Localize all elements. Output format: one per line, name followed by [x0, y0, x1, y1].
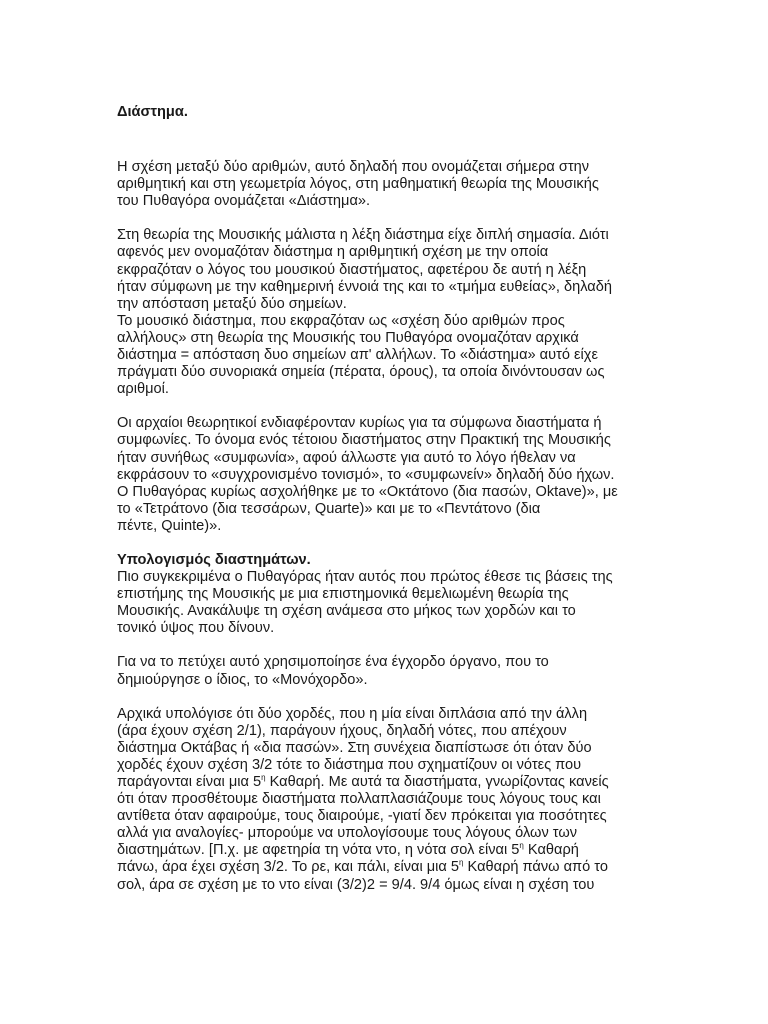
paragraph-intro: Η σχέση μεταξύ δύο αριθμών, αυτό δηλαδή που ονομάζεται σήμερα στην αριθμητική και στη γεωμετρία λόγος, στη μαθηματική θεωρία της Μουσικής του Πυθαγόρα ονομάζεται «Διάστημα».	[117, 159, 599, 210]
paragraph-interval-calculation	[117, 706, 652, 894]
document-title: Διάστημα.	[117, 104, 188, 120]
section-heading: Υπολογισμός διαστημάτων.	[117, 551, 311, 568]
spacer	[117, 637, 652, 654]
paragraph-pythagoras-foundations: Πιο συγκεκριμένα ο Πυθαγόρας ήταν αυτός που πρώτος έθεσε τις βάσεις της επιστήμης της Μουσικής με μια επιστημονικά θεμελιωμένη θεωρία της Μουσικής. Ανακάλυψε τη σχέση ανάμεσα στο μήκος των χορδών και το τονικό ύψος που δίνουν.	[117, 569, 613, 637]
text-run: Καθαρή πάνω, άρα έχει σχέση 3/2. Το ρε, και πάλι, είναι μια 5	[117, 842, 579, 876]
paragraph-monochord: Για να το πετύχει αυτό χρησιμοποίησε ένα έγχορδο όργανο, που το δημιούργησε ο ίδιος, το «Μονόχορδο».	[117, 654, 549, 688]
ordinal-superscript: η	[519, 841, 524, 851]
spacer	[117, 689, 652, 706]
paragraph-consonances: Οι αρχαίοι θεωρητικοί ενδιαφέρονταν κυρίως για τα σύμφωνα διαστήματα ή συμφωνίες. Το όνομα ενός τέτοιου διαστήματος στην Πρακτική της Μουσικής ήταν συνήθως «συμφωνία», αφού άλλωστε για αυτό το λόγο ήθελαν να εκφράσουν το «συγχρονισμένο τονισμό», το «συμφωνείν» δηλαδή δύο ήχων. Ο Πυθαγόρας κυρίως ασχολήθηκε με το «Οκτάτονο (δια πασών, Oktave)», με το «Τετράτονο (δια τεσσάρων, Quarte)» και με το «Πεντάτονο (δια πέντε, Quinte)».	[117, 415, 618, 534]
text-run: Καθαρή πάνω από το σολ, άρα σε σχέση με το ντο είναι (3/2)2 = 9/4. 9/4 όμως είναι η σχέση του	[117, 859, 608, 893]
text-run: Αρχικά υπολόγισε ότι δύο χορδές, που η μία είναι διπλάσια από την άλλη (άρα έχουν σχέση 2/1), παράγουν ήχους, δηλαδή νότες, που απέχουν διάστημα Οκτάβας ή «δια πασών». Στη συνέχεια διαπίστωσε ότι όταν δύο χορδές έχουν σχέση 3/2 τότε το διάστημα που σχηματίζουν οι νότες που παράγονται είναι μια 5	[117, 705, 592, 790]
spacer	[117, 210, 652, 227]
paragraph-interval-meaning: Στη θεωρία της Μουσικής μάλιστα η λέξη διάστημα είχε διπλή σημασία. Διότι αφενός μεν ονομαζόταν διάστημα η αριθμητική σχέση με την οποία εκφραζόταν ο λόγος του μουσικού διαστήματος, αφετέρου δε αυτή η λέξη ήταν σύμφωνη με την καθημερινή έννοιά της και το «τμήμα ευθείας», δηλαδή την απόσταση μεταξύ δύο σημείων. Το μουσικό διάστημα, που εκφραζόταν ως «σχέση δύο αριθμών προς αλλήλους» στη θεωρία της Μουσικής του Πυθαγόρα ονομαζόταν αρχικά διάστημα = απόσταση δυο σημείων απ' αλλήλων. Το «διάστημα» αυτό είχε πράγματι δύο συνοριακά σημεία (πέρατα, όρους), τα οποία δινόντουσαν ως αριθμοί.	[117, 227, 612, 398]
spacer	[117, 121, 652, 159]
ordinal-superscript: η	[261, 773, 266, 783]
spacer	[117, 398, 652, 415]
ordinal-superscript: η	[459, 858, 464, 868]
text-run: Καθαρή. Με αυτά τα διαστήματα, γνωρίζοντας κανείς ότι όταν προσθέτουμε διαστήματα πολλαπλασιάζουμε τους λόγους τους και αντίθετα όταν αφαιρούμε, τους διαιρούμε, -γιατί δεν πρόκειται για ποσότητες αλλά για αναλογίες- μπορούμε να υπολογίσουμε τους λόγους όλων των διαστημάτων. [Π.χ. με αφετηρία τη νότα ντο, η νότα σολ είναι 5	[117, 774, 609, 859]
document-page	[117, 104, 652, 894]
spacer	[117, 535, 652, 552]
